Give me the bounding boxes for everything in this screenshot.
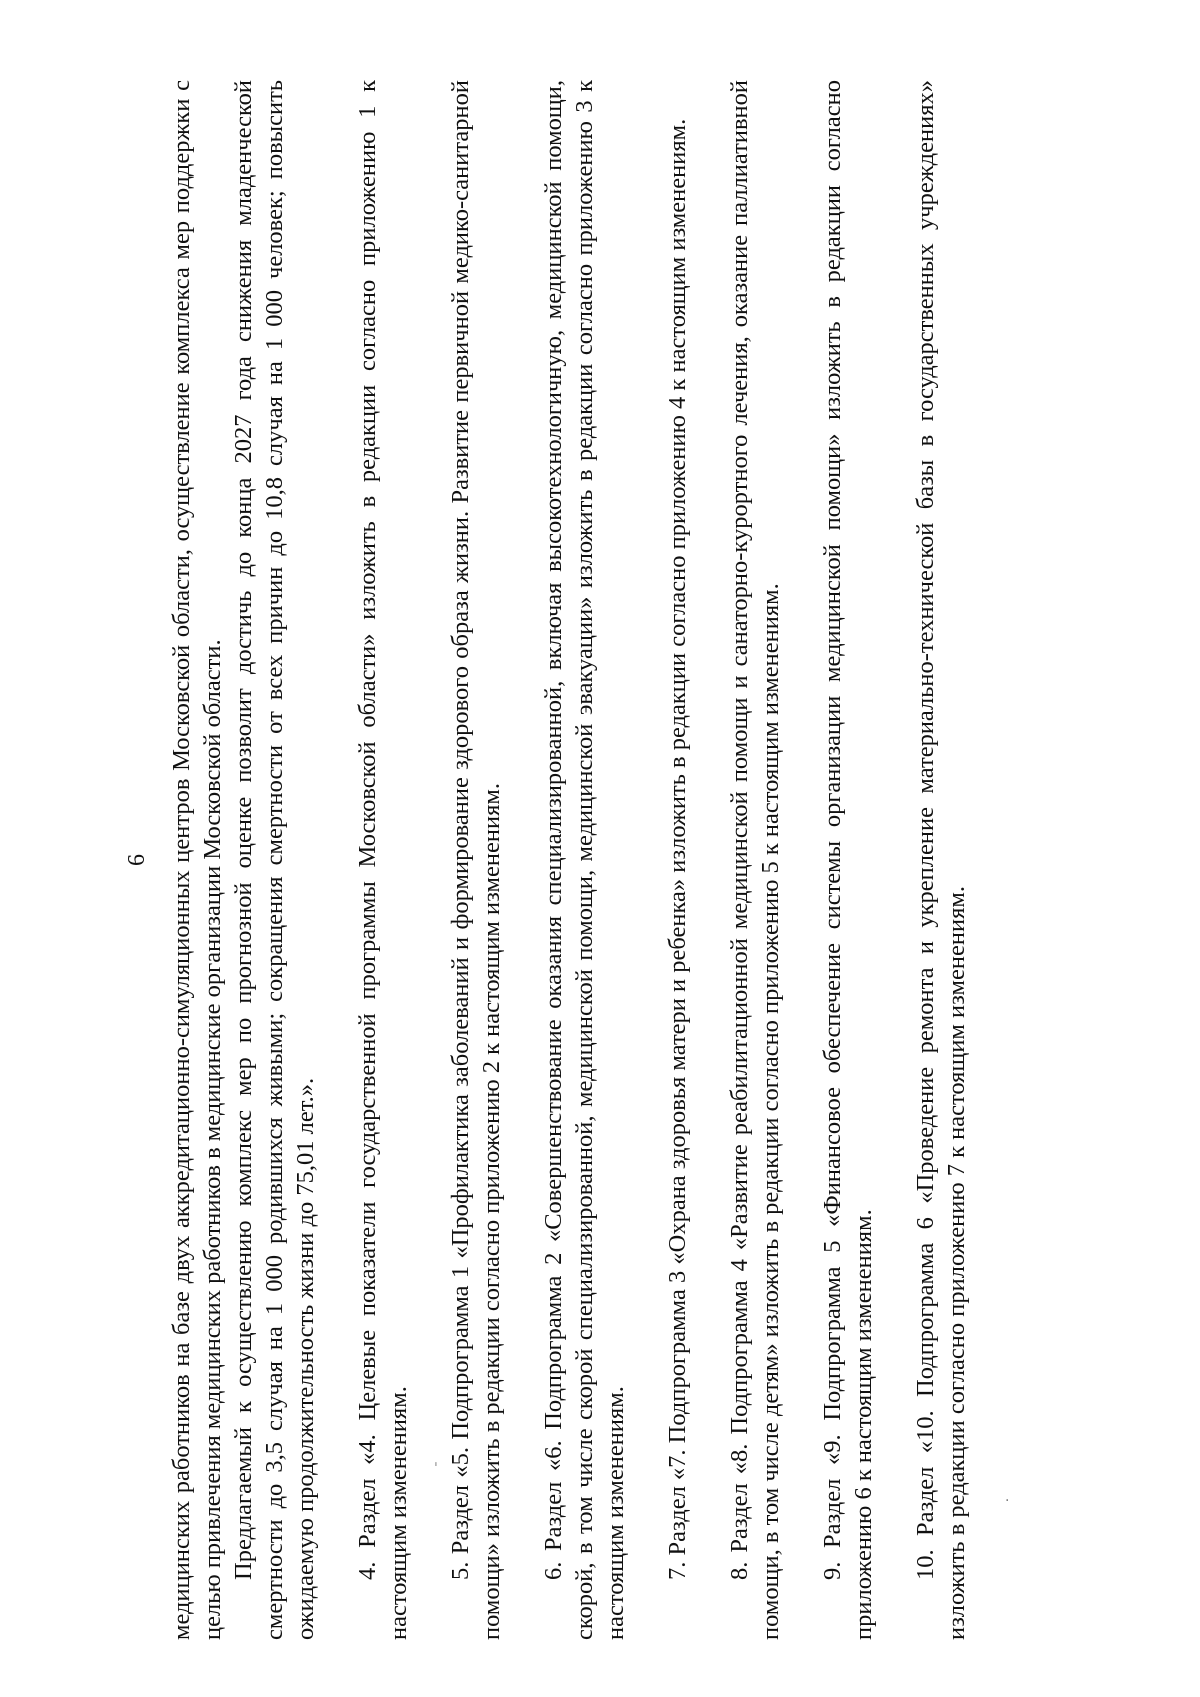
paragraph-item-4: 4. Раздел «4. Целевые показатели государственной программы Московской области» изложить в редакции согласно приложению 1 к настоящим изменениям. (354, 80, 412, 1640)
paragraph-forecast: Предлагаемый к осуществлению комплекс мер по прогнозной оценке позволит достичь до конца 2027 года снижения младенческой смертности до 3,5 случая на 1 000 родившихся живыми; сокращения смертности от всех причин до 10,8 случая на 1 000 человек; повысить ожидаемую продолжительность жизни до 75,01 лет.». (230, 80, 319, 1640)
paragraph-item-10: 10. Раздел «10. Подпрограмма 6 «Проведение ремонта и укрепление материально-технической базы в государственных учреждениях» изложить в редакции согласно приложению 7 к настоящим изменениям. (912, 80, 970, 1640)
paragraph-continuation: медицинских работников на базе двух аккредитационно-симуляционных центров Московской области, осуществление комплекса мер поддержки с целью привлечения медицинских работников в медицинские организации Московской области. (168, 80, 226, 1640)
paragraph-item-6: 6. Раздел «6. Подпрограмма 2 «Совершенствование оказания специализированной, включая высокотехнологичную, медицинской помощи, скорой, в том числе скорой специализированной, медицинской помощи, медицинской эвакуации» изложить в редакции согласно приложению 3 к настоящим изменениям. (540, 80, 629, 1640)
scan-speck: · (1005, 1493, 1010, 1509)
paragraph-item-5: 5. Раздел «5. Подпрограмма 1 «Профилактика заболеваний и формирование здорового образа жизни. Развитие первичной медико-санитарной помощи» изложить в редакции согласно приложению 2 к настоящим изменениям. (447, 80, 505, 1640)
paragraph-item-8: 8. Раздел «8. Подпрограмма 4 «Развитие реабилитационной медицинской помощи и санаторно-курортного лечения, оказание паллиативной помощи, в том числе детям» изложить в редакции согласно приложению 5 к настоящим изменениям. (726, 80, 784, 1640)
paragraph-item-9: 9. Раздел «9. Подпрограмма 5 «Финансовое обеспечение системы организации медицинской помощи» изложить в редакции согласно приложению 6 к настоящим изменениям. (819, 80, 877, 1640)
rotated-content (120, 80, 1040, 1640)
paragraph-item-7: 7. Раздел «7. Подпрограмма 3 «Охрана здоровья матери и ребенка» изложить в редакции согласно приложению 4 к настоящим изменениям. (664, 118, 691, 1580)
scan-speck: ˌ (434, 1452, 438, 1468)
page-number: 6 (124, 854, 150, 866)
